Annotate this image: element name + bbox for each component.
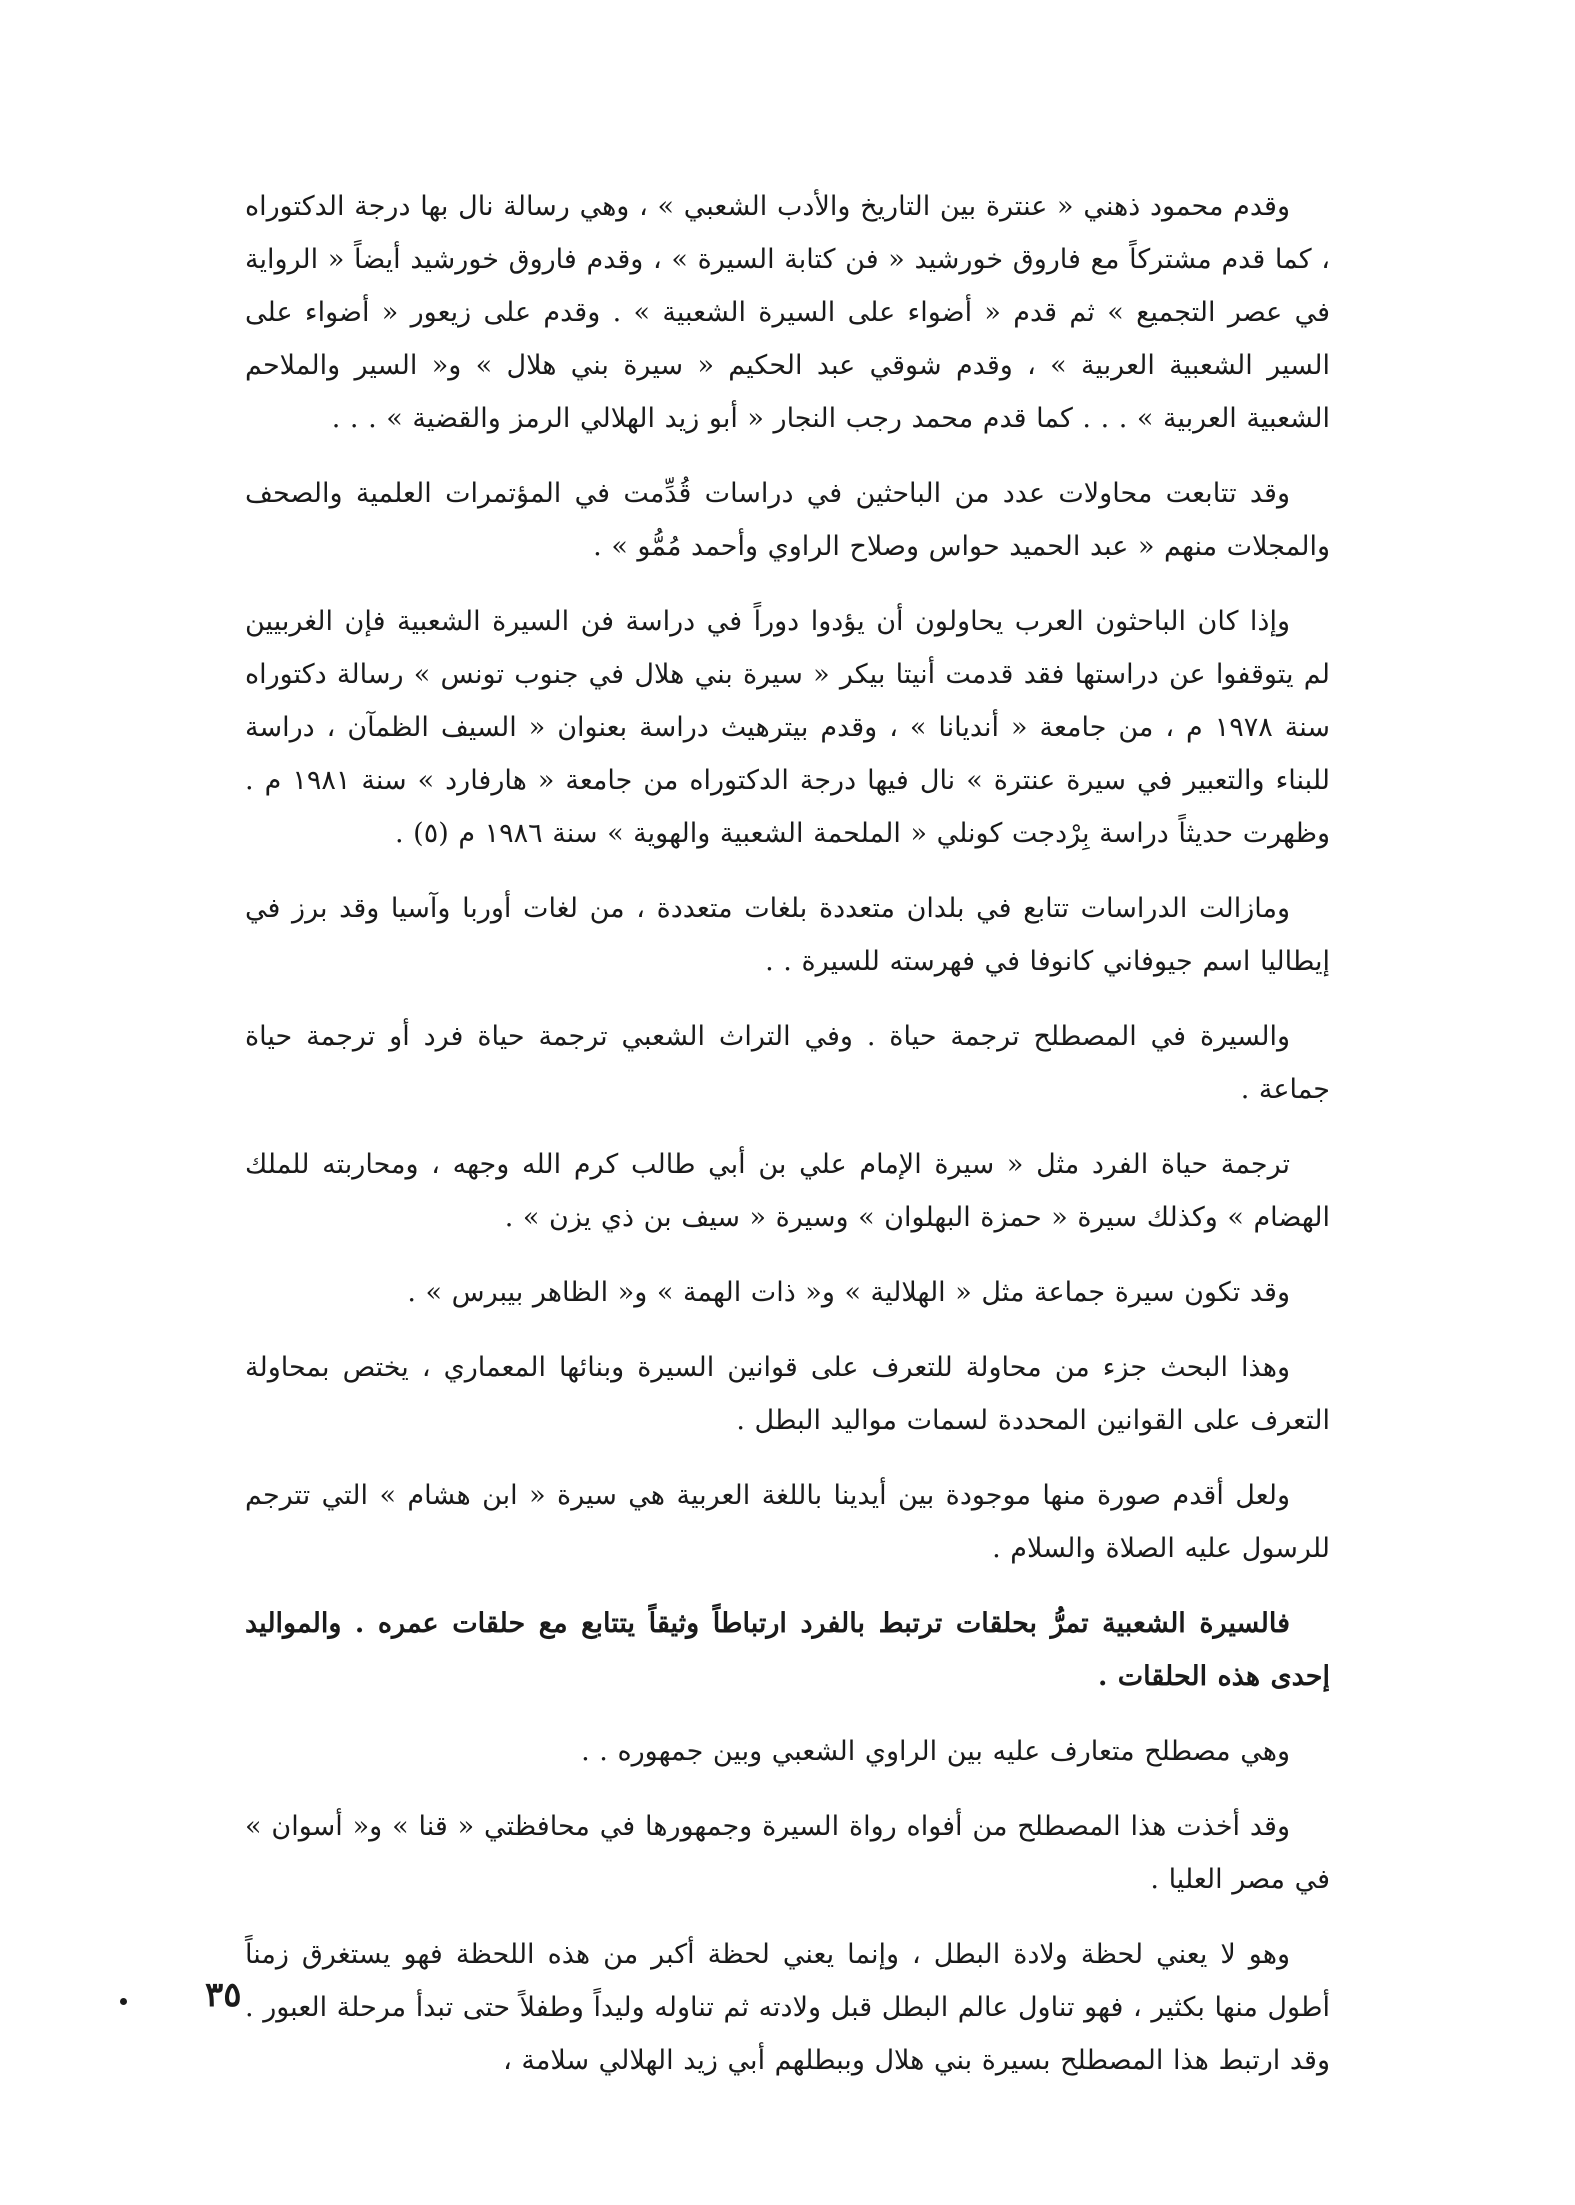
paragraph-bold-cycles: فالسيرة الشعبية تمرُّ بحلقات ترتبط بالفرد ارتباطاً وثيقاً يتتابع مع حلقات عمره . والمواليد إحدى هذه الحلقات . (245, 1608, 1330, 1692)
paragraph-conference-studies: وقد تتابعت محاولات عدد من الباحثين في دراسات قُدِّمت في المؤتمرات العلمية والصحف والمجلات منهم « عبد الحميد حواس وصلاح الراوي وأحمد مُمُّو » . (245, 478, 1330, 562)
paragraph-sira-definition: والسيرة في المصطلح ترجمة حياة . وفي التراث الشعبي ترجمة حياة فرد أو ترجمة حياة جماعة . (245, 1021, 1330, 1105)
paragraph-western-studies: وإذا كان الباحثون العرب يحاولون أن يؤدوا دوراً في دراسة فن السيرة الشعبية فإن الغربيين لم يتوقفوا عن دراستها فقد قدمت أنيتا بيكر « سيرة بني هلال في جنوب تونس » رسالة دكتوراه سنة ١٩٧٨ م ، من جامعة « أنديانا » ، وقدم بيترهيث دراسة بعنوان « السيف الظمآن ، دراسة للبناء والتعبير في سيرة عنترة » نال فيها درجة الدكتوراه من جامعة « هارفارد » سنة ١٩٨١ م . وظهرت حديثاً دراسة بِرْدجت كونلي « الملحمة الشعبية والهوية » سنة ١٩٨٦ م (٥) . (245, 606, 1330, 849)
paragraph-continuing-studies: ومازالت الدراسات تتابع في بلدان متعددة بلغات متعددة ، من لغات أوربا وآسيا وقد برز في إيطاليا اسم جيوفاني كانوفا في فهرسته للسيرة . . (245, 893, 1330, 977)
paragraph-authors-studies: وقدم محمود ذهني « عنترة بين التاريخ والأدب الشعبي » ، وهي رسالة نال بها درجة الدكتوراه ، كما قدم مشتركاً مع فاروق خورشيد « فن كتابة السيرة » ، وقدم فاروق خورشيد أيضاً « الرواية في عصر التجميع » ثم قدم « أضواء على السيرة الشعبية » . وقدم على زيعور « أضواء على السير الشعبية العربية » ، وقدم شوقي عبد الحكيم « سيرة بني هلال » و« السير والملاحم الشعبية العربية » . . . كما قدم محمد رجب النجار « أبو زيد الهلالي الرمز والقضية » . . . (245, 191, 1330, 434)
paragraph-birth-moment: وهو لا يعني لحظة ولادة البطل ، وإنما يعني لحظة أكبر من هذه اللحظة فهو يستغرق زمناً أطول منها بكثير ، فهو تناول عالم البطل قبل ولادته ثم تناوله وليداً وطفلاً حتى تبدأ مرحلة العبور . وقد ارتبط هذا المصطلح بسيرة بني هلال وببطلهم أبي زيد الهلالي سلامة ، (245, 1939, 1330, 2076)
paragraph-research-scope: وهذا البحث جزء من محاولة للتعرف على قوانين السيرة وبنائها المعماري ، يختص بمحاولة التعرف على القوانين المحددة لسمات مواليد البطل . (245, 1352, 1330, 1436)
margin-dot (120, 1998, 127, 2005)
paragraph-group-sira: وقد تكون سيرة جماعة مثل « الهلالية » و« ذات الهمة » و« الظاهر بيبرس » . (407, 1277, 1290, 1308)
paragraph-oldest-form: ولعل أقدم صورة منها موجودة بين أيدينا باللغة العربية هي سيرة « ابن هشام » التي تترجم للرسول عليه الصلاة والسلام . (245, 1480, 1330, 1564)
page-body (245, 180, 1330, 2076)
paragraph-term-usage: وهي مصطلح متعارف عليه بين الراوي الشعبي وبين جمهوره . . (581, 1736, 1290, 1767)
paragraph-term-source: وقد أخذت هذا المصطلح من أفواه رواة السيرة وجمهورها في محافظتي « قنا » و« أسوان » في مصر العليا . (245, 1811, 1330, 1895)
paragraph-individual-sira: ترجمة حياة الفرد مثل « سيرة الإمام علي بن أبي طالب كرم الله وجهه ، ومحاربته للملك الهضام » وكذلك سيرة « حمزة البهلوان » وسيرة « سيف بن ذي يزن » . (245, 1149, 1330, 1233)
page-number: ٣٥ (205, 1975, 242, 2015)
